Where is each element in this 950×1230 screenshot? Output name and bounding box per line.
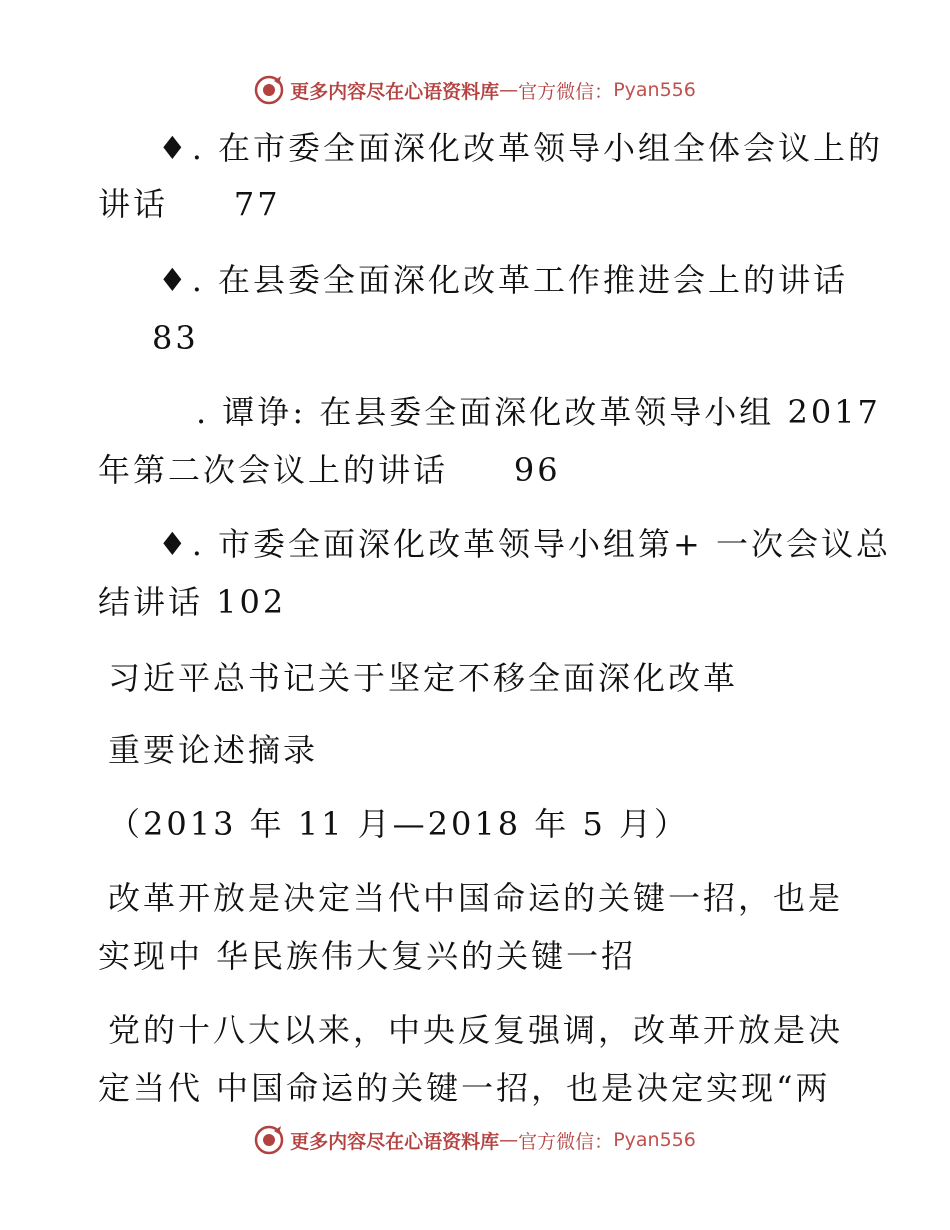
- toc-entry-4-line-2: 结讲话 102: [98, 583, 287, 621]
- toc-entry-text: . 在市委全面深化改革领导小组全体会议上的: [191, 129, 884, 167]
- diamond-bullet-icon: ♦: [158, 525, 190, 563]
- toc-entry-1-line-2: 讲话 77: [98, 185, 281, 223]
- brand-logo-icon: [254, 75, 284, 105]
- toc-entry-2-line-1: [158, 260, 848, 300]
- toc-entry-4-line-1: [158, 524, 891, 564]
- watermark-main-text: 更多内容尽在心语资料库: [290, 80, 500, 103]
- watermark-separator: —: [499, 1129, 519, 1151]
- watermark-main-text: 更多内容尽在心语资料库: [290, 1130, 500, 1153]
- brand-logo-icon: [254, 1125, 284, 1155]
- watermark-header: [0, 70, 950, 110]
- watermark-separator: —: [499, 79, 519, 101]
- subheading-line-2: 实现中 华民族伟大复兴的关键一招: [98, 937, 637, 975]
- paragraph-line-1: 党的十八大以来，中央反复强调，改革开放是决: [108, 1011, 844, 1049]
- section-heading-line-2: 重要论述摘录: [108, 731, 319, 769]
- paragraph-line-2: 定当代 中国命运的关键一招，也是决定实现“两: [98, 1069, 831, 1107]
- diamond-bullet-icon: ♦: [158, 129, 190, 167]
- toc-entry-3-line-2: 年第二次会议上的讲话 96: [98, 451, 561, 489]
- subheading-line-1: 改革开放是决定当代中国命运的关键一招，也是: [108, 879, 844, 917]
- date-range: （2013 年 11 月—2018 年 5 月）: [108, 805, 689, 843]
- toc-entry-text: . 在县委全面深化改革工作推进会上的讲话: [191, 261, 849, 299]
- diamond-bullet-icon: ♦: [158, 261, 190, 299]
- toc-entry-text: . 市委全面深化改革领导小组第+ 一次会议总: [191, 525, 892, 563]
- watermark-id: Pyan556: [613, 79, 696, 101]
- toc-entry-2-line-2: 83: [152, 319, 199, 357]
- watermark-id: Pyan556: [613, 1129, 696, 1151]
- toc-entry-1-line-1: [158, 128, 883, 168]
- watermark-sub-text: 官方微信：: [518, 80, 614, 103]
- section-heading-line-1: 习近平总书记关于坚定不移全面深化改革: [108, 659, 739, 697]
- watermark-footer: [0, 1120, 950, 1160]
- toc-entry-3-line-1: . 谭诤: 在县委全面深化改革领导小组 2017: [196, 393, 881, 431]
- watermark-sub-text: 官方微信：: [518, 1130, 614, 1153]
